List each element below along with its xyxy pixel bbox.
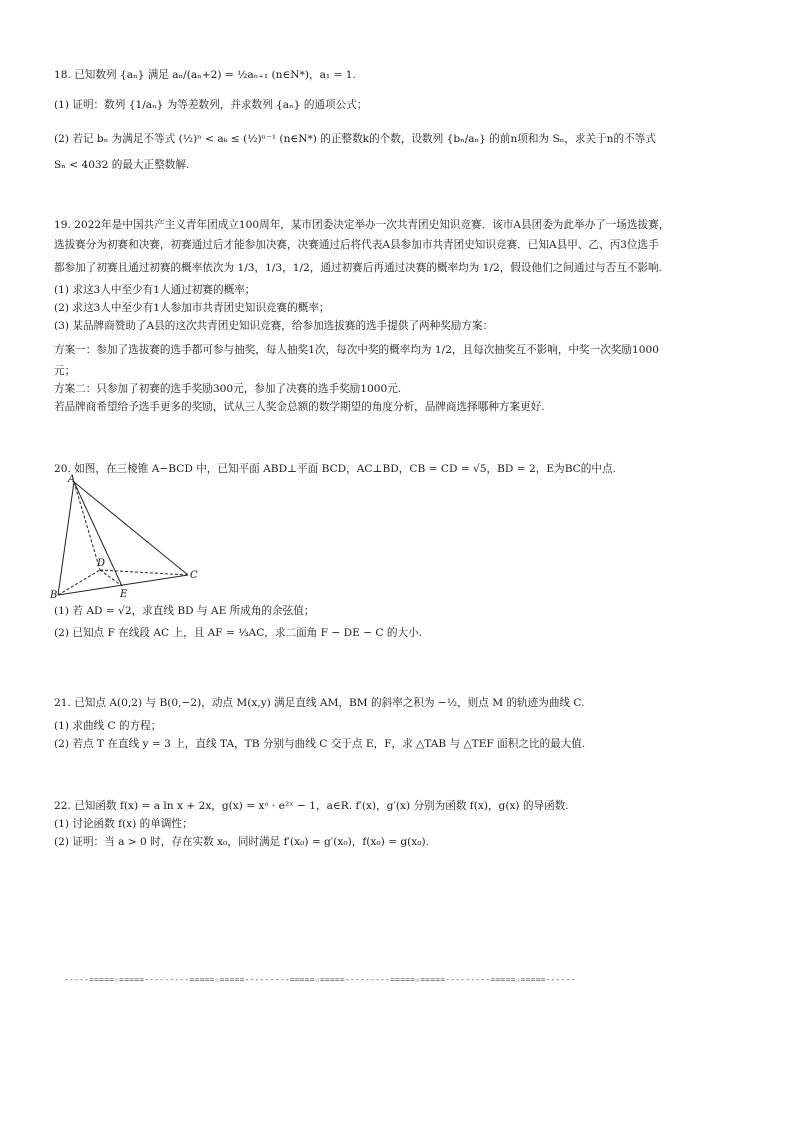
edge-ab [58,482,74,595]
page-separator: -----=====☆=====---------=====☆=====---------=====☆=====---------=====☆=====---------=====☆=====------ [64,975,576,984]
q18-part2-cont: Sₙ < 4032 的最大正整数解. [54,159,190,171]
q20-stem: 20. 如图，在三棱锥 A−BCD 中，已知平面 ABD⊥平面 BCD，AC⊥BD，CB = CD = √5，BD = 2，E为BC的中点. [54,463,616,475]
label-b: B [50,590,58,600]
q19-plan-one-cont: 元； [54,365,76,377]
q18-part1: (1) 证明：数列 {1/aₙ} 为等差数列，并求数列 {aₙ} 的通项公式； [54,99,368,111]
q22-part1: (1) 讨论函数 f(x) 的单调性； [54,818,193,830]
q19-line3: 都参加了初赛且通过初赛的概率依次为 1/3，1/3，1/2，通过初赛后再通过决赛的概率均为 1/2，假设他们之间通过与否互不影响. [54,262,662,274]
q21-part2: (2) 若点 T 在直线 y = 3 上，直线 TA，TB 分别与曲线 C 交于点 E，F，求 △TAB 与 △TEF 面积之比的最大值. [54,738,586,750]
label-a: A [68,474,76,485]
q19-plan-two: 方案二：只参加了初赛的选手奖励300元，参加了决赛的选手奖励1000元. [54,383,402,395]
q19-part3: (3) 某品牌商赞助了A县的这次共青团史知识竞赛，给参加选拔赛的选手提供了两种奖励方案： [54,320,494,332]
q20-part1: (1) 若 AD = √2，求直线 BD 与 AE 所成角的余弦值； [54,605,315,617]
edge-bd [58,570,100,595]
q19-plan-one: 方案一：参加了选拔赛的选手都可参与抽奖，每人抽奖1次，每次中奖的概率均为 1/2，且每次抽奖互不影响，中奖一次奖励1000 [54,344,659,356]
label-c: C [190,570,198,581]
q18-stem: 18. 已知数列 {aₙ} 满足 aₙ/(aₙ+2) = ½aₙ₊₁ (n∈N*)，a₁ = 1. [54,69,356,81]
q21-stem: 21. 已知点 A(0,2) 与 B(0,−2)，动点 M(x,y) 满足直线 AM，BM 的斜率之积为 −½，则点 M 的轨迹为曲线 C. [54,697,585,709]
q22-stem: 22. 已知函数 f(x) = a ln x + 2x，g(x) = xᵃ · e²ˣ − 1，a∈R. f′(x)，g′(x) 分别为函数 f(x)，g(x) 的导函数. [54,800,569,812]
q20-part2: (2) 已知点 F 在线段 AC 上，且 AF = ⅓AC，求二面角 F − DE − C 的大小. [54,627,423,639]
label-e: E [120,589,128,600]
q19-line2: 选拔赛分为初赛和决赛，初赛通过后才能参加决赛，决赛通过后将代表A县参加市共青团史知识竞赛．已知A县甲、乙、丙3位选手 [54,239,659,251]
edge-ac [74,482,188,575]
edge-ae [74,482,122,586]
q19-line1: 19. 2022年是中国共产主义青年团成立100周年，某市团委决定举办一次共青团史知识竞赛．该市A县团委为此举办了一场选拔赛， [54,219,670,231]
edge-dc [100,570,188,575]
q19-conclusion: 若品牌商希望给予选手更多的奖励，试从三人奖金总额的数学期望的角度分析，品牌商选择哪种方案更好. [54,401,545,413]
q22-part2: (2) 证明：当 a > 0 时，存在实数 x₀，同时满足 f′(x₀) = g′(x₀)，f(x₀) = g(x₀). [54,836,429,848]
tetrahedron-figure [50,470,210,600]
q21-part1: (1) 求曲线 C 的方程； [54,720,162,732]
q18-part2: (2) 若记 bₙ 为满足不等式 (½)ⁿ < aₖ ≤ (½)ⁿ⁻¹ (n∈N*) 的正整数k的个数，设数列 {bₙ/aₙ} 的前n项和为 Sₙ，求关于n的不等式 [54,133,656,145]
q19-part1: (1) 求这3人中至少有1人通过初赛的概率； [54,284,256,296]
q19-part2: (2) 求这3人中至少有1人参加市共青团史知识竞赛的概率； [54,302,330,314]
label-d: D [97,558,106,569]
edge-ad [74,482,100,570]
